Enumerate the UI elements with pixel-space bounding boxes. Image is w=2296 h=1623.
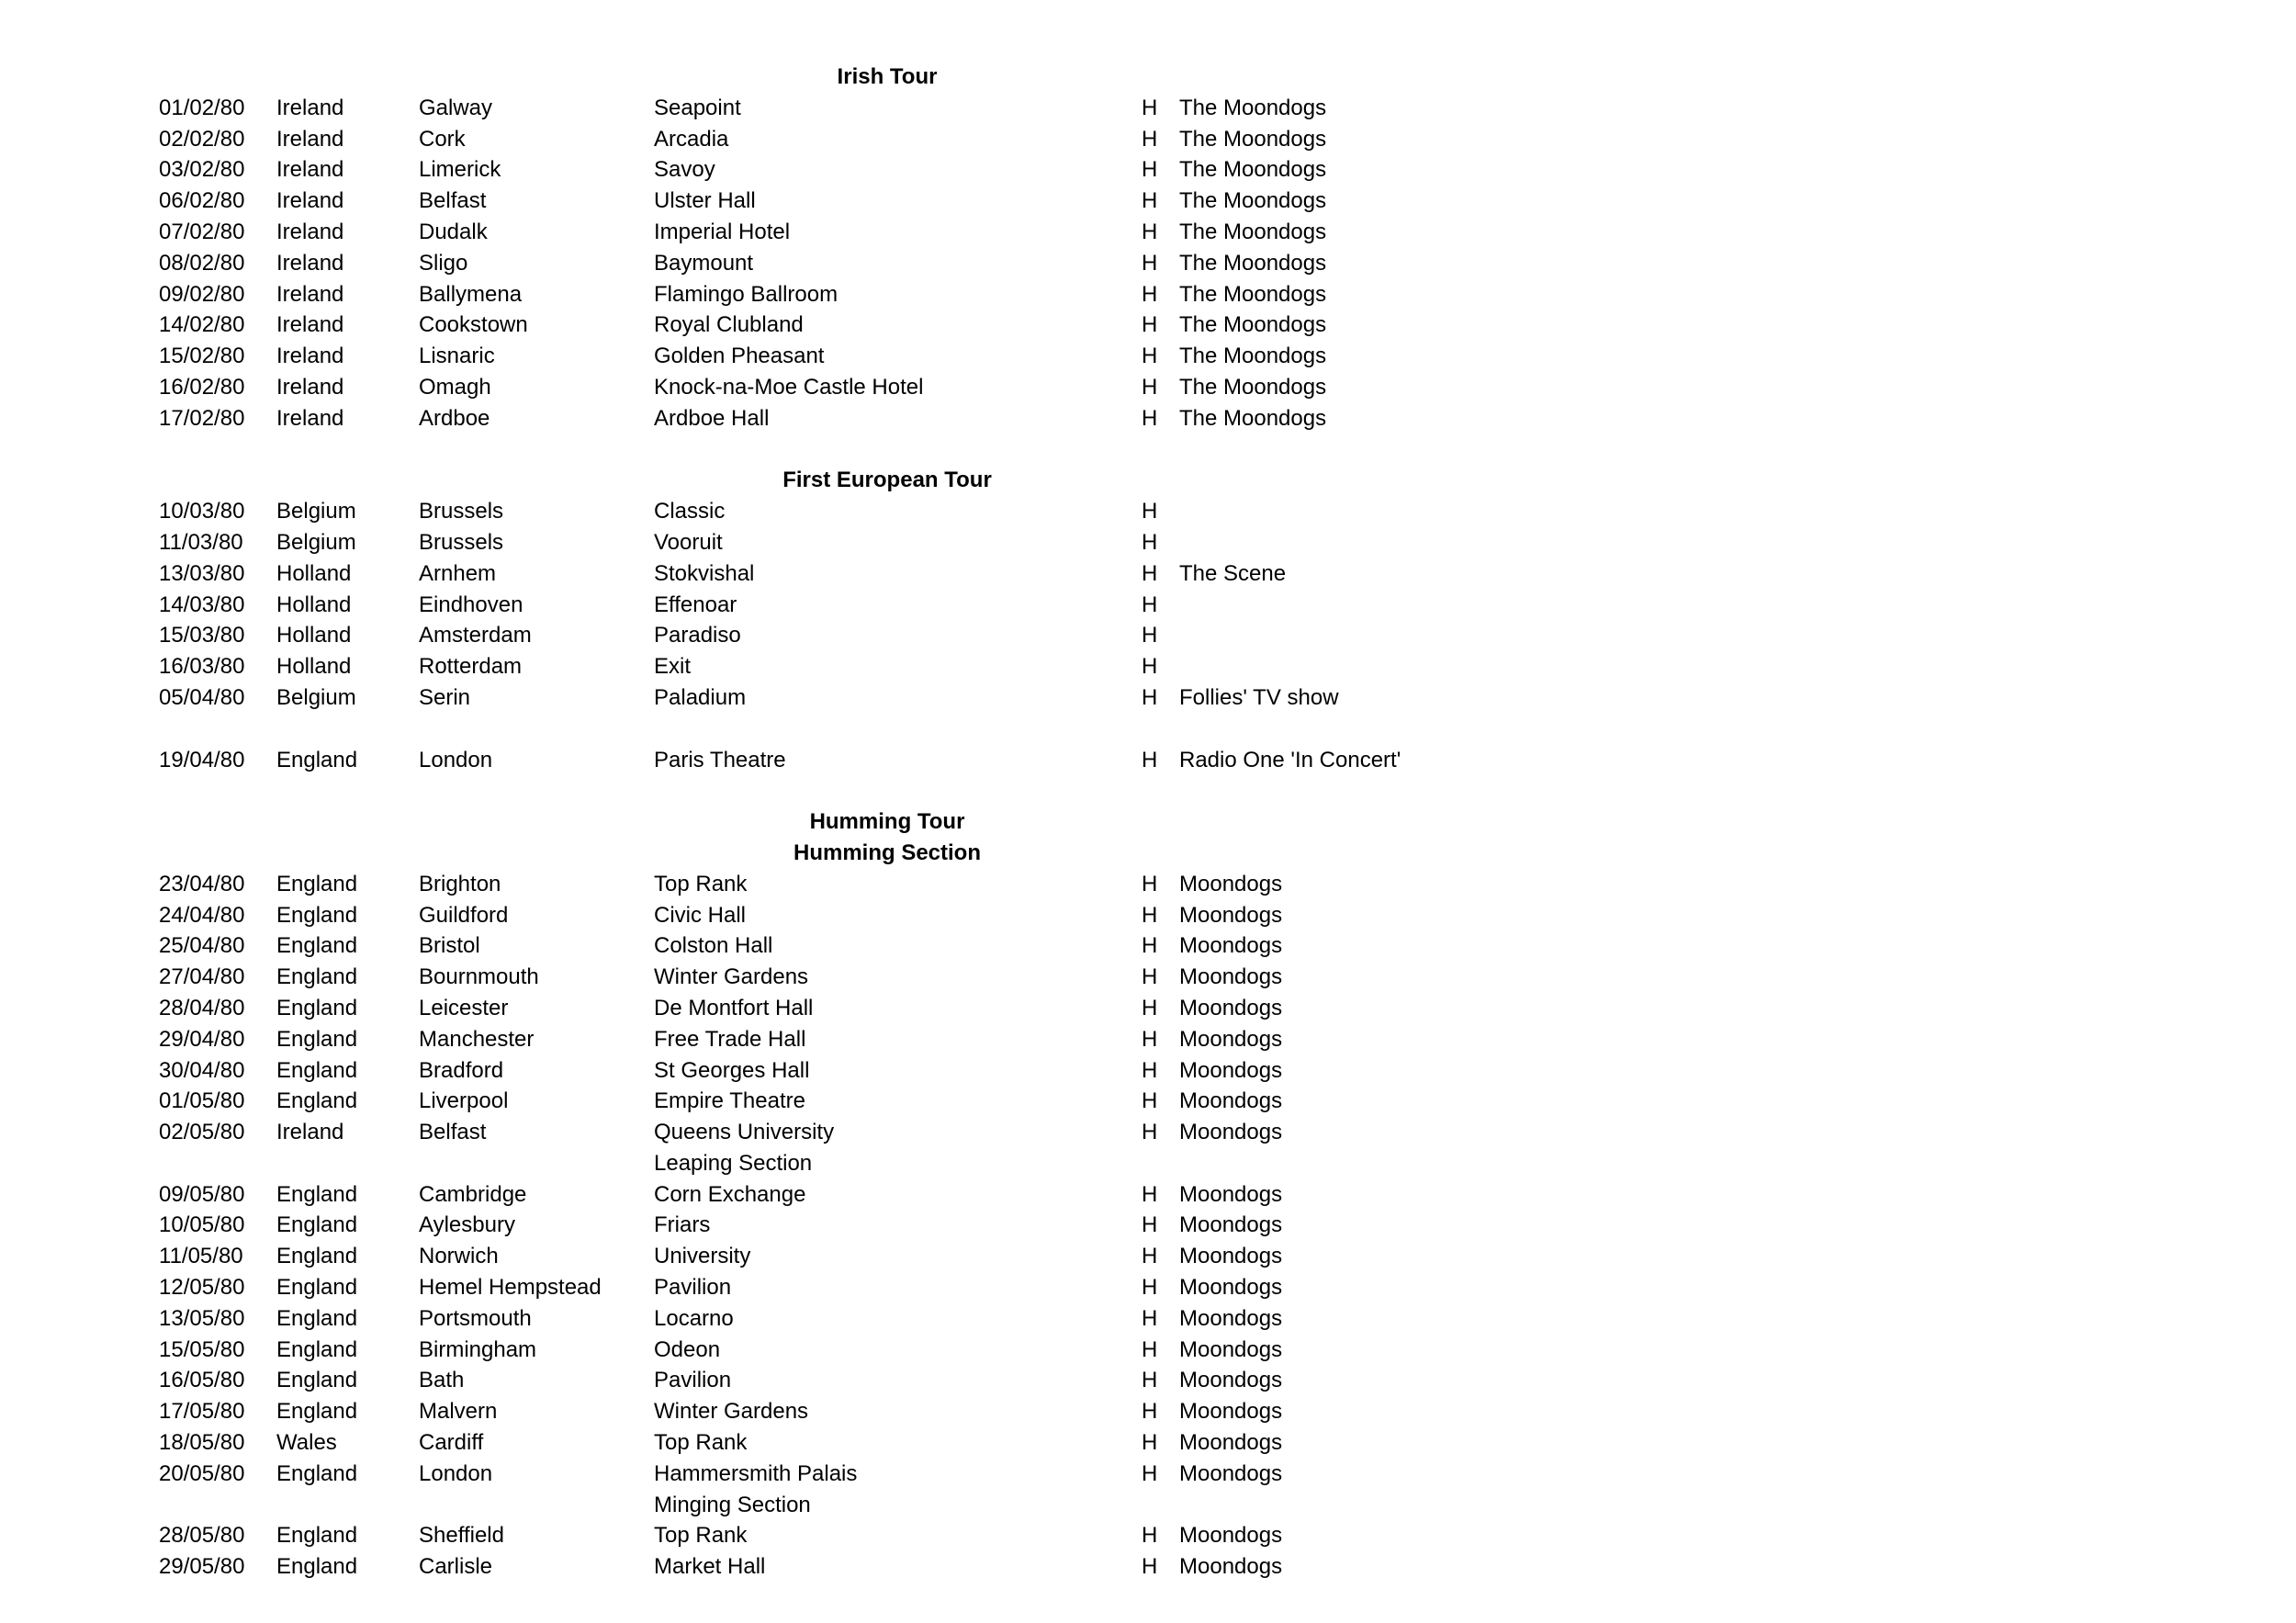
gig-country: England [276, 1212, 358, 1238]
gig-flag: H [1142, 126, 1158, 152]
gig-country: England [276, 871, 358, 896]
gig-note: Moondogs [1179, 1181, 1283, 1207]
section-title-row [0, 62, 2296, 93]
blank-row [0, 775, 2296, 806]
gig-city: Bournmouth [419, 964, 539, 990]
gig-row [0, 558, 2296, 590]
gig-venue: Arcadia [654, 126, 729, 152]
gig-venue: Royal Clubland [654, 312, 804, 338]
gig-flag: H [1142, 157, 1158, 183]
gig-note: The Moondogs [1179, 219, 1327, 244]
gig-flag: H [1142, 654, 1158, 680]
gig-row [0, 93, 2296, 124]
gig-date: 10/03/80 [159, 499, 245, 524]
gig-note: Radio One 'In Concert' [1179, 747, 1401, 772]
gig-country: Holland [276, 592, 352, 617]
gig-date: 25/04/80 [159, 933, 245, 959]
gig-date: 27/04/80 [159, 964, 245, 990]
gig-date: 08/02/80 [159, 250, 245, 276]
gig-date: 15/05/80 [159, 1336, 245, 1362]
gig-row [0, 403, 2296, 434]
gig-note: Moondogs [1179, 1057, 1283, 1083]
blank-row [0, 714, 2296, 745]
gig-row [0, 154, 2296, 186]
gig-note: Moondogs [1179, 1212, 1283, 1238]
gig-flag: H [1142, 1120, 1158, 1145]
gig-venue: University [654, 1244, 751, 1269]
gig-date: 02/02/80 [159, 126, 245, 152]
gig-row [0, 217, 2296, 248]
gig-row [0, 1086, 2296, 1117]
gig-date: 09/05/80 [159, 1181, 245, 1207]
gig-note: The Moondogs [1179, 281, 1327, 307]
gig-note: The Moondogs [1179, 250, 1327, 276]
gig-venue: Paradiso [654, 623, 741, 648]
gig-flag: H [1142, 747, 1158, 772]
gig-date: 13/05/80 [159, 1305, 245, 1331]
gig-date: 16/05/80 [159, 1368, 245, 1393]
gig-note: Moondogs [1179, 1305, 1283, 1331]
gig-row [0, 1551, 2296, 1583]
gig-country: England [276, 1088, 358, 1114]
gig-row [0, 900, 2296, 931]
gig-city: Belfast [419, 188, 487, 214]
gig-country: Holland [276, 654, 352, 680]
gig-date: 01/02/80 [159, 95, 245, 120]
gig-city: Bath [419, 1368, 465, 1393]
gig-city: Leicester [419, 995, 509, 1020]
gig-venue: Corn Exchange [654, 1181, 806, 1207]
gig-row [0, 1335, 2296, 1366]
gig-row [0, 993, 2296, 1024]
gig-note: Moondogs [1179, 1368, 1283, 1393]
gig-row [0, 1520, 2296, 1551]
gig-venue: Baymount [654, 250, 754, 276]
gig-flag: H [1142, 1026, 1158, 1052]
gig-flag: H [1142, 1244, 1158, 1269]
gig-venue: Seapoint [654, 95, 741, 120]
gig-flag: H [1142, 374, 1158, 400]
gig-row [0, 279, 2296, 310]
gig-row [0, 124, 2296, 155]
gig-venue: Flamingo Ballroom [654, 281, 838, 307]
gig-country: Ireland [276, 188, 344, 214]
gig-city: Cookstown [419, 312, 528, 338]
gig-country: England [276, 1336, 358, 1362]
gig-date: 12/05/80 [159, 1275, 245, 1301]
gig-flag: H [1142, 405, 1158, 431]
gig-venue: Top Rank [654, 1523, 748, 1549]
subsection-label: Leaping Section [654, 1150, 813, 1176]
gig-flag: H [1142, 1399, 1158, 1425]
gig-flag: H [1142, 219, 1158, 244]
gig-flag: H [1142, 1554, 1158, 1580]
gig-row [0, 1459, 2296, 1490]
gig-note: Moondogs [1179, 1554, 1283, 1580]
gig-flag: H [1142, 623, 1158, 648]
gig-date: 29/05/80 [159, 1554, 245, 1580]
gig-venue: Paris Theatre [654, 747, 786, 772]
gig-venue: Civic Hall [654, 902, 747, 928]
gig-city: London [419, 747, 493, 772]
gig-city: Aylesbury [419, 1212, 515, 1238]
gig-date: 24/04/80 [159, 902, 245, 928]
gig-city: Ballymena [419, 281, 523, 307]
gig-city: Limerick [419, 157, 501, 183]
gig-country: England [276, 1026, 358, 1052]
gig-country: Ireland [276, 126, 344, 152]
gig-row [0, 372, 2296, 403]
gig-venue: Queens University [654, 1120, 835, 1145]
gig-country: England [276, 1181, 358, 1207]
gig-venue: Market Hall [654, 1554, 766, 1580]
gig-venue: Odeon [654, 1336, 721, 1362]
gig-city: Liverpool [419, 1088, 509, 1114]
gig-country: Ireland [276, 281, 344, 307]
gig-row [0, 248, 2296, 279]
gig-date: 20/05/80 [159, 1460, 245, 1486]
gig-row [0, 651, 2296, 682]
gig-venue: Imperial Hotel [654, 219, 791, 244]
gig-note: Moondogs [1179, 1430, 1283, 1456]
gig-note: Moondogs [1179, 1336, 1283, 1362]
gig-date: 01/05/80 [159, 1088, 245, 1114]
gig-note: Moondogs [1179, 995, 1283, 1020]
gig-venue: St Georges Hall [654, 1057, 810, 1083]
gig-flag: H [1142, 933, 1158, 959]
gig-venue: Ardboe Hall [654, 405, 770, 431]
gig-city: Bristol [419, 933, 480, 959]
gig-date: 13/03/80 [159, 560, 245, 586]
gig-flag: H [1142, 1212, 1158, 1238]
gig-city: Arnhem [419, 560, 497, 586]
gig-row [0, 527, 2296, 558]
gig-city: Eindhoven [419, 592, 523, 617]
gig-country: Ireland [276, 312, 344, 338]
gig-country: England [276, 747, 358, 772]
gig-note: Moondogs [1179, 1399, 1283, 1425]
subsection-row [0, 1490, 2296, 1521]
gig-date: 15/03/80 [159, 623, 245, 648]
gig-country: England [276, 1399, 358, 1425]
gig-note: Moondogs [1179, 1275, 1283, 1301]
gig-date: 09/02/80 [159, 281, 245, 307]
gig-city: Manchester [419, 1026, 535, 1052]
gig-date: 19/04/80 [159, 747, 245, 772]
gig-note: Moondogs [1179, 933, 1283, 959]
gig-country: England [276, 1244, 358, 1269]
gig-flag: H [1142, 499, 1158, 524]
gig-row [0, 620, 2296, 651]
gig-row [0, 590, 2296, 621]
gig-venue: Free Trade Hall [654, 1026, 806, 1052]
gig-row [0, 341, 2296, 372]
gig-city: Serin [419, 684, 471, 710]
gig-note: Moondogs [1179, 1088, 1283, 1114]
gig-venue: Colston Hall [654, 933, 773, 959]
gig-city: Guildford [419, 902, 509, 928]
gig-row [0, 869, 2296, 900]
gig-venue: Locarno [654, 1305, 734, 1331]
gig-city: London [419, 1460, 493, 1486]
tour-title: Humming Tour [809, 809, 965, 835]
gig-city: Birmingham [419, 1336, 537, 1362]
gig-city: Cardiff [419, 1430, 484, 1456]
gig-date: 03/02/80 [159, 157, 245, 183]
gig-country: England [276, 1523, 358, 1549]
gig-flag: H [1142, 592, 1158, 617]
gig-note: The Moondogs [1179, 405, 1327, 431]
gig-venue: Pavilion [654, 1368, 732, 1393]
gig-country: Ireland [276, 219, 344, 244]
gig-date: 06/02/80 [159, 188, 245, 214]
gig-note: The Moondogs [1179, 157, 1327, 183]
gig-country: England [276, 1057, 358, 1083]
section-title-row [0, 838, 2296, 869]
gig-row [0, 682, 2296, 714]
gig-venue: Golden Pheasant [654, 344, 825, 369]
gig-note: The Moondogs [1179, 126, 1327, 152]
gig-city: Lisnaric [419, 344, 495, 369]
gig-country: England [276, 964, 358, 990]
blank-row [0, 434, 2296, 466]
gig-date: 28/04/80 [159, 995, 245, 1020]
gig-row [0, 1210, 2296, 1241]
gig-row [0, 1396, 2296, 1427]
gig-country: Ireland [276, 250, 344, 276]
gig-country: Holland [276, 623, 352, 648]
gig-flag: H [1142, 902, 1158, 928]
gig-flag: H [1142, 1057, 1158, 1083]
gig-note: The Scene [1179, 560, 1287, 586]
gig-date: 14/02/80 [159, 312, 245, 338]
gig-country: Ireland [276, 95, 344, 120]
gig-city: Portsmouth [419, 1305, 532, 1331]
gig-note: The Moondogs [1179, 344, 1327, 369]
gig-flag: H [1142, 344, 1158, 369]
gig-date: 18/05/80 [159, 1430, 245, 1456]
gig-row [0, 1427, 2296, 1459]
gig-country: England [276, 1554, 358, 1580]
gig-country: England [276, 1460, 358, 1486]
gig-flag: H [1142, 1088, 1158, 1114]
gig-country: Belgium [276, 499, 356, 524]
tour-title: First European Tour [782, 468, 992, 493]
gig-city: Ardboe [419, 405, 490, 431]
gig-venue: Vooruit [654, 529, 723, 555]
gig-venue: Top Rank [654, 871, 748, 896]
gig-note: The Moondogs [1179, 95, 1327, 120]
gig-venue: Friars [654, 1212, 711, 1238]
gig-flag: H [1142, 1181, 1158, 1207]
gig-note: The Moondogs [1179, 374, 1327, 400]
gig-venue: Top Rank [654, 1430, 748, 1456]
gig-venue: Winter Gardens [654, 1399, 809, 1425]
gig-country: England [276, 1305, 358, 1331]
gig-city: Sheffield [419, 1523, 504, 1549]
gig-row [0, 186, 2296, 217]
gig-venue: De Montfort Hall [654, 995, 814, 1020]
gig-venue: Winter Gardens [654, 964, 809, 990]
gig-date: 15/02/80 [159, 344, 245, 369]
subsection-label: Minging Section [654, 1492, 811, 1517]
gig-city: Galway [419, 95, 493, 120]
gig-date: 11/05/80 [159, 1244, 243, 1269]
gig-flag: H [1142, 95, 1158, 120]
gig-row [0, 1272, 2296, 1303]
gig-flag: H [1142, 1523, 1158, 1549]
gig-note: Moondogs [1179, 1244, 1283, 1269]
gig-venue: Ulster Hall [654, 188, 756, 214]
gig-venue: Empire Theatre [654, 1088, 805, 1114]
gig-flag: H [1142, 1305, 1158, 1331]
gig-date: 17/02/80 [159, 405, 245, 431]
gig-flag: H [1142, 1368, 1158, 1393]
gig-note: Moondogs [1179, 1460, 1283, 1486]
gig-date: 14/03/80 [159, 592, 245, 617]
tour-dates-sheet [0, 62, 2296, 1583]
gig-flag: H [1142, 1336, 1158, 1362]
gig-note: Moondogs [1179, 871, 1283, 896]
gig-venue: Classic [654, 499, 726, 524]
gig-country: Ireland [276, 374, 344, 400]
gig-note: The Moondogs [1179, 312, 1327, 338]
gig-note: Moondogs [1179, 964, 1283, 990]
gig-city: Amsterdam [419, 623, 532, 648]
gig-date: 30/04/80 [159, 1057, 245, 1083]
gig-date: 02/05/80 [159, 1120, 245, 1145]
gig-city: Bradford [419, 1057, 504, 1083]
gig-venue: Exit [654, 654, 692, 680]
gig-venue: Hammersmith Palais [654, 1460, 858, 1486]
gig-country: Belgium [276, 684, 356, 710]
gig-date: 10/05/80 [159, 1212, 245, 1238]
gig-country: Holland [276, 560, 352, 586]
gig-date: 23/04/80 [159, 871, 245, 896]
gig-row [0, 1179, 2296, 1211]
gig-venue: Paladium [654, 684, 747, 710]
gig-city: Omagh [419, 374, 491, 400]
gig-city: Brussels [419, 529, 504, 555]
gig-row [0, 930, 2296, 962]
gig-row [0, 1117, 2296, 1148]
gig-date: 11/03/80 [159, 529, 243, 555]
gig-flag: H [1142, 964, 1158, 990]
gig-note: Follies' TV show [1179, 684, 1339, 710]
gig-flag: H [1142, 1430, 1158, 1456]
gig-country: Ireland [276, 344, 344, 369]
gig-row [0, 962, 2296, 993]
gig-country: Ireland [276, 405, 344, 431]
gig-city: Brussels [419, 499, 504, 524]
gig-flag: H [1142, 312, 1158, 338]
section-title-row [0, 465, 2296, 496]
gig-flag: H [1142, 250, 1158, 276]
gig-city: Norwich [419, 1244, 499, 1269]
gig-city: Cambridge [419, 1181, 527, 1207]
gig-date: 16/02/80 [159, 374, 245, 400]
gig-row [0, 1303, 2296, 1335]
gig-city: Carlisle [419, 1554, 493, 1580]
gig-date: 16/03/80 [159, 654, 245, 680]
gig-row [0, 1024, 2296, 1055]
gig-date: 17/05/80 [159, 1399, 245, 1425]
gig-country: Ireland [276, 157, 344, 183]
gig-country: England [276, 902, 358, 928]
gig-date: 07/02/80 [159, 219, 245, 244]
gig-row [0, 310, 2296, 341]
gig-city: Rotterdam [419, 654, 523, 680]
gig-flag: H [1142, 529, 1158, 555]
gig-flag: H [1142, 684, 1158, 710]
gig-country: England [276, 1275, 358, 1301]
gig-date: 28/05/80 [159, 1523, 245, 1549]
gig-flag: H [1142, 188, 1158, 214]
gig-city: Sligo [419, 250, 468, 276]
gig-note: Moondogs [1179, 902, 1283, 928]
gig-note: The Moondogs [1179, 188, 1327, 214]
gig-country: Ireland [276, 1120, 344, 1145]
gig-city: Malvern [419, 1399, 498, 1425]
gig-city: Cork [419, 126, 466, 152]
section-title: Humming Section [793, 840, 982, 865]
gig-note: Moondogs [1179, 1120, 1283, 1145]
gig-venue: Pavilion [654, 1275, 732, 1301]
gig-flag: H [1142, 1460, 1158, 1486]
gig-note: Moondogs [1179, 1026, 1283, 1052]
gig-venue: Savoy [654, 157, 715, 183]
gig-row [0, 496, 2296, 527]
gig-city: Belfast [419, 1120, 487, 1145]
gig-country: Wales [276, 1430, 337, 1456]
gig-date: 29/04/80 [159, 1026, 245, 1052]
tour-title: Irish Tour [837, 64, 938, 89]
gig-country: England [276, 995, 358, 1020]
section-title-row [0, 806, 2296, 838]
gig-flag: H [1142, 1275, 1158, 1301]
gig-city: Dudalk [419, 219, 488, 244]
gig-city: Brighton [419, 871, 501, 896]
gig-venue: Stokvishal [654, 560, 755, 586]
gig-venue: Knock-na-Moe Castle Hotel [654, 374, 924, 400]
gig-flag: H [1142, 560, 1158, 586]
gig-row [0, 1365, 2296, 1396]
gig-flag: H [1142, 281, 1158, 307]
gig-city: Hemel Hempstead [419, 1275, 602, 1301]
gig-country: England [276, 1368, 358, 1393]
gig-country: Belgium [276, 529, 356, 555]
gig-country: England [276, 933, 358, 959]
gig-row [0, 745, 2296, 776]
gig-flag: H [1142, 871, 1158, 896]
gig-note: Moondogs [1179, 1523, 1283, 1549]
gig-date: 05/04/80 [159, 684, 245, 710]
gig-row [0, 1241, 2296, 1272]
gig-venue: Effenoar [654, 592, 737, 617]
subsection-row [0, 1148, 2296, 1179]
gig-row [0, 1055, 2296, 1087]
gig-flag: H [1142, 995, 1158, 1020]
